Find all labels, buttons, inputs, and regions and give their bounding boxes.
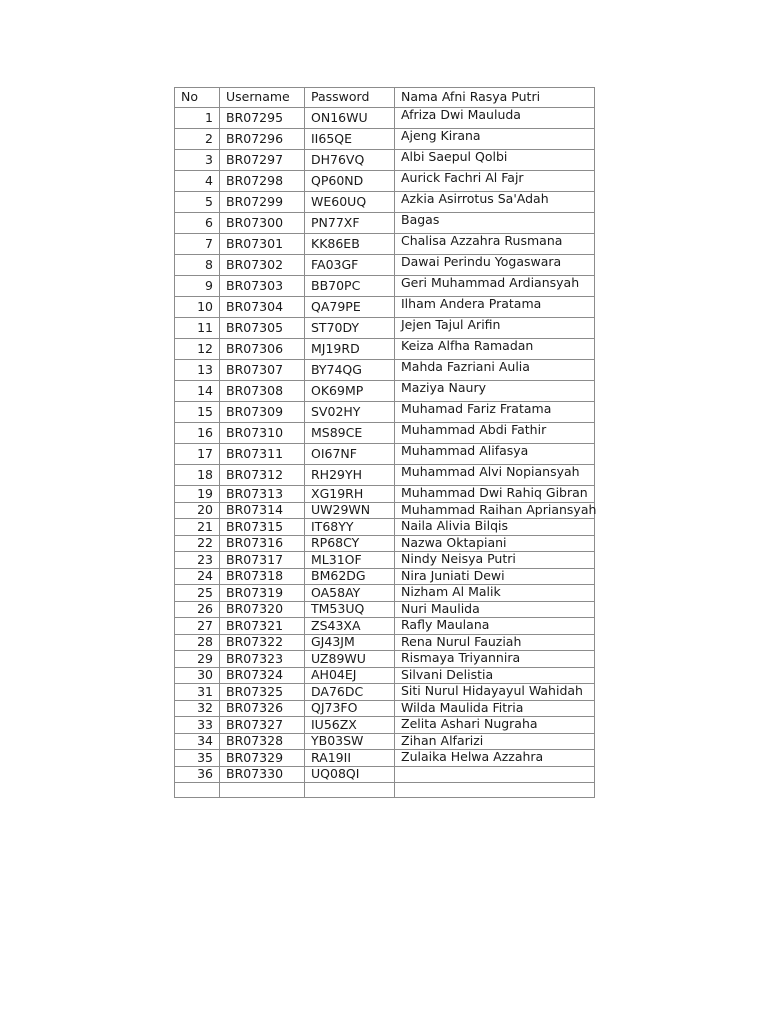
cell-no: 8 [175,255,220,276]
header-username: Username [220,88,305,108]
table-row [175,568,595,585]
cell-name: Aurick Fachri Al Fajr [395,171,595,192]
cell-password: ON16WU [305,108,395,129]
cell-name: Nuri Maulida [395,601,595,618]
table-row [175,192,595,213]
cell-username: BR07316 [220,535,305,552]
table-row [175,465,595,486]
cell-username: BR07327 [220,717,305,734]
header-password: Password [305,88,395,108]
cell-password: QP60ND [305,171,395,192]
cell-name: Nindy Neisya Putri [395,552,595,569]
cell-password: UQ08QI [305,766,395,783]
cell-username: BR07306 [220,339,305,360]
cell-password: RP68CY [305,535,395,552]
table-row [175,381,595,402]
cell-password: IU56ZX [305,717,395,734]
table-row [175,297,595,318]
cell-no: 3 [175,150,220,171]
cell-password: BB70PC [305,276,395,297]
cell-password: QA79PE [305,297,395,318]
table-row [175,585,595,602]
cell-password: AH04EJ [305,667,395,684]
cell-name: Zulaika Helwa Azzahra [395,750,595,767]
cell-name: Bagas [395,213,595,234]
cell-username: BR07305 [220,318,305,339]
cell-username: BR07326 [220,700,305,717]
cell-username: BR07317 [220,552,305,569]
cell-name: Geri Muhammad Ardiansyah [395,276,595,297]
cell-username: BR07295 [220,108,305,129]
empty-cell [220,783,305,798]
table-row [175,276,595,297]
cell-no: 23 [175,552,220,569]
cell-password: WE60UQ [305,192,395,213]
table-row [175,601,595,618]
cell-password: FA03GF [305,255,395,276]
cell-no: 31 [175,684,220,701]
cell-username: BR07304 [220,297,305,318]
cell-no: 7 [175,234,220,255]
cell-name: Muhammad Alifasya [395,444,595,465]
empty-row [175,783,595,798]
cell-no: 24 [175,568,220,585]
table-row [175,255,595,276]
cell-password: OA58AY [305,585,395,602]
table-row [175,552,595,569]
table-row [175,360,595,381]
cell-password: BM62DG [305,568,395,585]
cell-name: Afriza Dwi Mauluda [395,108,595,129]
cell-no: 29 [175,651,220,668]
cell-no: 17 [175,444,220,465]
cell-username: BR07312 [220,465,305,486]
cell-name: Ilham Andera Pratama [395,297,595,318]
cell-name: Siti Nurul Hidayayul Wahidah [395,684,595,701]
table-row [175,750,595,767]
table-row [175,171,595,192]
table-row [175,444,595,465]
cell-name: Ajeng Kirana [395,129,595,150]
header-row [175,88,595,108]
cell-no: 20 [175,502,220,519]
cell-no: 26 [175,601,220,618]
cell-name [395,766,595,783]
cell-password: ML31OF [305,552,395,569]
cell-name: Zelita Ashari Nugraha [395,717,595,734]
cell-name: Wilda Maulida Fitria [395,700,595,717]
cell-name: Keiza Alfha Ramadan [395,339,595,360]
cell-username: BR07301 [220,234,305,255]
cell-username: BR07299 [220,192,305,213]
cell-username: BR07322 [220,634,305,651]
table-row [175,667,595,684]
cell-no: 15 [175,402,220,423]
cell-no: 2 [175,129,220,150]
cell-password: UW29WN [305,502,395,519]
table-row [175,618,595,635]
cell-username: BR07324 [220,667,305,684]
cell-username: BR07323 [220,651,305,668]
cell-no: 18 [175,465,220,486]
table-row [175,766,595,783]
cell-password: SV02HY [305,402,395,423]
empty-cell [305,783,395,798]
table-row [175,234,595,255]
table-row [175,150,595,171]
cell-no: 22 [175,535,220,552]
cell-password: OI67NF [305,444,395,465]
student-credentials-table [174,87,595,798]
cell-name: Muhammad Abdi Fathir [395,423,595,444]
table-row [175,402,595,423]
cell-password: GJ43JM [305,634,395,651]
cell-no: 6 [175,213,220,234]
cell-username: BR07321 [220,618,305,635]
cell-no: 10 [175,297,220,318]
spreadsheet-page [174,87,597,798]
cell-name: Rismaya Triyannira [395,651,595,668]
cell-username: BR07328 [220,733,305,750]
cell-password: YB03SW [305,733,395,750]
cell-no: 13 [175,360,220,381]
cell-password: PN77XF [305,213,395,234]
header-name: Nama Afni Rasya Putri [395,88,595,108]
table-row [175,733,595,750]
cell-username: BR07300 [220,213,305,234]
cell-username: BR07329 [220,750,305,767]
cell-name: Zihan Alfarizi [395,733,595,750]
table-row [175,339,595,360]
cell-no: 25 [175,585,220,602]
cell-password: UZ89WU [305,651,395,668]
table-row [175,634,595,651]
cell-name: Rena Nurul Fauziah [395,634,595,651]
cell-password: II65QE [305,129,395,150]
cell-no: 11 [175,318,220,339]
cell-name: Naila Alivia Bilqis [395,519,595,536]
cell-password: MJ19RD [305,339,395,360]
cell-username: BR07296 [220,129,305,150]
table-row [175,651,595,668]
cell-username: BR07302 [220,255,305,276]
cell-password: DA76DC [305,684,395,701]
table-row [175,486,595,503]
cell-username: BR07310 [220,423,305,444]
cell-no: 4 [175,171,220,192]
table-row [175,502,595,519]
table-row [175,213,595,234]
table-row [175,684,595,701]
cell-no: 19 [175,486,220,503]
cell-no: 9 [175,276,220,297]
cell-no: 30 [175,667,220,684]
cell-no: 28 [175,634,220,651]
cell-name: Muhammad Dwi Rahiq Gibran [395,486,595,503]
table-row [175,108,595,129]
cell-no: 1 [175,108,220,129]
cell-password: QJ73FO [305,700,395,717]
cell-name: Muhammad Raihan Apriansyah [395,502,595,519]
cell-name: Mahda Fazriani Aulia [395,360,595,381]
cell-username: BR07313 [220,486,305,503]
table-row [175,423,595,444]
cell-password: BY74QG [305,360,395,381]
cell-name: Muhammad Alvi Nopiansyah [395,465,595,486]
cell-no: 16 [175,423,220,444]
cell-username: BR07319 [220,585,305,602]
cell-no: 14 [175,381,220,402]
cell-username: BR07298 [220,171,305,192]
header-no: No [175,88,220,108]
cell-name: Silvani Delistia [395,667,595,684]
empty-cell [395,783,595,798]
cell-no: 34 [175,733,220,750]
cell-name: Nira Juniati Dewi [395,568,595,585]
cell-name: Muhamad Fariz Fratama [395,402,595,423]
table-row [175,535,595,552]
cell-name: Jejen Tajul Arifin [395,318,595,339]
cell-name: Rafly Maulana [395,618,595,635]
cell-username: BR07309 [220,402,305,423]
cell-no: 36 [175,766,220,783]
table-row [175,519,595,536]
table-row [175,129,595,150]
cell-username: BR07315 [220,519,305,536]
cell-name: Azkia Asirrotus Sa'Adah [395,192,595,213]
cell-no: 21 [175,519,220,536]
cell-username: BR07318 [220,568,305,585]
cell-no: 12 [175,339,220,360]
cell-no: 5 [175,192,220,213]
cell-no: 33 [175,717,220,734]
cell-name: Nizham Al Malik [395,585,595,602]
cell-password: XG19RH [305,486,395,503]
cell-username: BR07330 [220,766,305,783]
cell-name: Albi Saepul Qolbi [395,150,595,171]
cell-name: Chalisa Azzahra Rusmana [395,234,595,255]
table-row [175,700,595,717]
cell-password: ST70DY [305,318,395,339]
cell-password: MS89CE [305,423,395,444]
cell-no: 35 [175,750,220,767]
cell-password: TM53UQ [305,601,395,618]
cell-no: 32 [175,700,220,717]
cell-username: BR07320 [220,601,305,618]
cell-username: BR07311 [220,444,305,465]
table-row [175,717,595,734]
cell-password: KK86EB [305,234,395,255]
cell-password: OK69MP [305,381,395,402]
cell-username: BR07314 [220,502,305,519]
cell-name: Maziya Naury [395,381,595,402]
cell-no: 27 [175,618,220,635]
cell-password: IT68YY [305,519,395,536]
cell-password: ZS43XA [305,618,395,635]
table-row [175,318,595,339]
cell-username: BR07325 [220,684,305,701]
table-body [175,108,595,798]
empty-cell [175,783,220,798]
cell-password: RH29YH [305,465,395,486]
cell-password: DH76VQ [305,150,395,171]
cell-username: BR07297 [220,150,305,171]
cell-username: BR07303 [220,276,305,297]
cell-name: Dawai Perindu Yogaswara [395,255,595,276]
cell-username: BR07307 [220,360,305,381]
cell-password: RA19II [305,750,395,767]
cell-name: Nazwa Oktapiani [395,535,595,552]
cell-username: BR07308 [220,381,305,402]
